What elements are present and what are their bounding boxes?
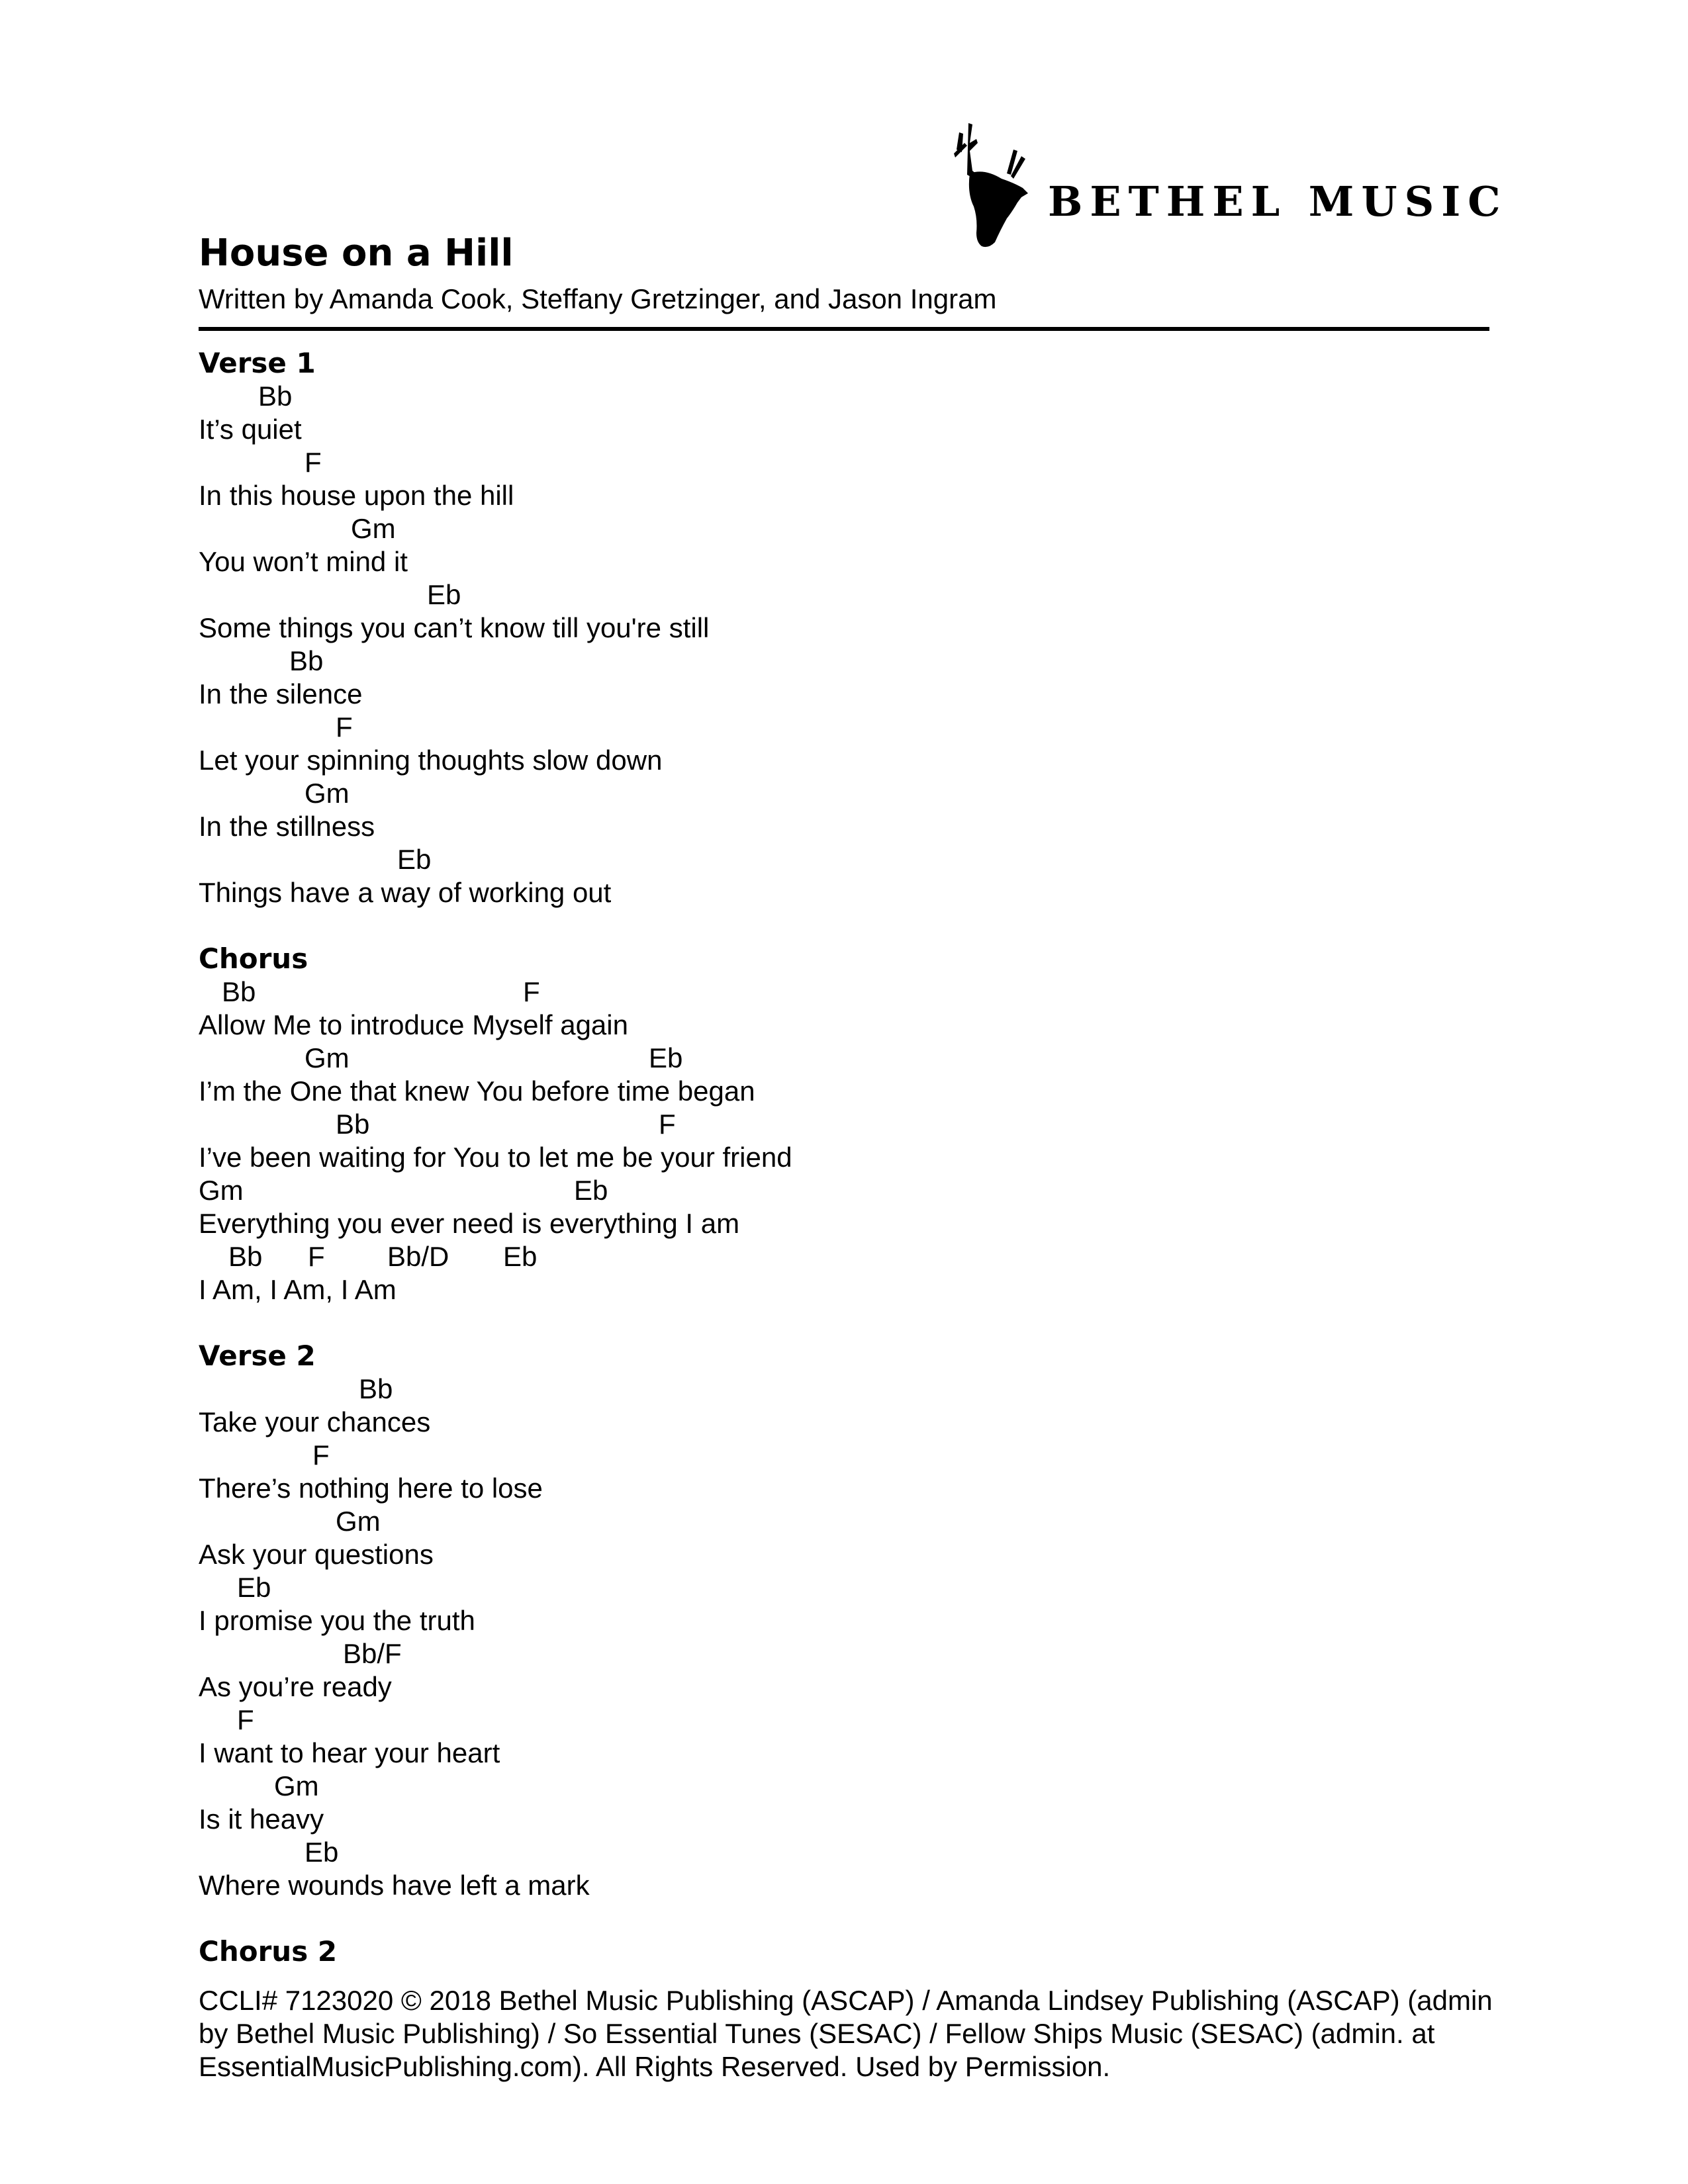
chord: Eb	[427, 579, 461, 610]
section-chorus	[199, 942, 1489, 1306]
lyric-line: I’m the One that knew You before time began	[199, 1075, 755, 1107]
chord: Bb	[289, 645, 324, 676]
chord-line	[199, 1571, 1489, 1604]
chord: F	[523, 976, 540, 1007]
chord: Bb/F	[343, 1638, 402, 1669]
lyric-line: In the silence	[199, 678, 363, 709]
lyric-line: Take your chances	[199, 1406, 431, 1437]
chord: F	[305, 447, 322, 478]
chord: Bb	[222, 976, 256, 1007]
section-verse-2	[199, 1340, 1489, 1902]
lyric-line: You won’t mind it	[199, 546, 408, 577]
bethel-music-logo	[950, 119, 1508, 251]
lyric-line: I want to hear your heart	[199, 1737, 500, 1768]
copyright-notice: CCLI# 7123020 © 2018 Bethel Music Publishing (ASCAP) / Amanda Lindsey Publishing (ASCAP) (admin by Bethel Music Publishing) / So Essential Tunes (SESAC) / Fellow Ships Music (SESAC) (admin. at EssentialMusicPublishing.com). All Rights Reserved. Used by Permission.	[199, 1985, 1493, 2082]
chord: Gm	[351, 513, 396, 544]
chord-line	[199, 1836, 1489, 1869]
chord: Eb	[305, 1837, 339, 1868]
chord-line	[199, 512, 1489, 545]
logo-text: BETHEL MUSIC	[1048, 177, 1508, 226]
chord: F	[336, 711, 353, 743]
deer-head-icon	[950, 119, 1043, 251]
song-body	[199, 347, 1489, 2001]
chord-line	[199, 645, 1489, 678]
chord: Eb	[649, 1042, 683, 1073]
header-divider	[199, 327, 1489, 331]
chord-line	[199, 1042, 1489, 1075]
chord-line	[199, 1174, 1489, 1207]
lyric-line: Allow Me to introduce Myself again	[199, 1009, 628, 1040]
chord: Eb	[574, 1175, 608, 1206]
section-heading: Verse 2	[199, 1340, 316, 1372]
chord-line	[199, 1240, 1489, 1273]
chord-line	[199, 1108, 1489, 1141]
chord: Gm	[305, 778, 350, 809]
chord: Bb	[336, 1109, 370, 1140]
section-heading: Verse 1	[199, 347, 316, 379]
lyric-line: I promise you the truth	[199, 1605, 475, 1636]
chord-line	[199, 1704, 1489, 1737]
lyric-line: Everything you ever need is everything I am	[199, 1208, 740, 1239]
lyric-line: There’s nothing here to lose	[199, 1473, 543, 1504]
chord: Bb/D	[387, 1241, 449, 1272]
lyric-line: I’ve been waiting for You to let me be your friend	[199, 1142, 792, 1173]
section-heading: Chorus	[199, 942, 308, 975]
chord: Gm	[336, 1506, 381, 1537]
chord-line	[199, 1637, 1489, 1670]
lyric-line: In this house upon the hill	[199, 480, 514, 511]
chord-line	[199, 1439, 1489, 1472]
lyric-line: In the stillness	[199, 811, 375, 842]
chord: F	[312, 1439, 330, 1471]
chord: Eb	[503, 1241, 538, 1272]
chord: Bb	[228, 1241, 263, 1272]
chord-line	[199, 380, 1489, 413]
chord-line	[199, 578, 1489, 612]
section-heading: Chorus 2	[199, 1935, 338, 1968]
chord: Gm	[305, 1042, 350, 1073]
song-credits: Written by Amanda Cook, Steffany Gretzinger, and Jason Ingram	[199, 283, 997, 314]
lyric-line: I Am, I Am, I Am	[199, 1274, 397, 1305]
chord-line	[199, 711, 1489, 744]
chord-line	[199, 446, 1489, 479]
chord-line	[199, 843, 1489, 876]
lyric-line: Is it heavy	[199, 1803, 324, 1835]
lyric-line: It’s quiet	[199, 414, 302, 445]
chord: Bb	[359, 1373, 393, 1404]
chord-line	[199, 777, 1489, 810]
chord: F	[237, 1704, 254, 1735]
section-verse-1	[199, 347, 1489, 909]
lyric-line: As you’re ready	[199, 1671, 392, 1702]
chord-line	[199, 1770, 1489, 1803]
chord: Bb	[258, 381, 293, 412]
chord-line	[199, 976, 1489, 1009]
chord: Eb	[397, 844, 432, 875]
chord: F	[308, 1241, 325, 1272]
chord: Eb	[237, 1572, 271, 1603]
lyric-line: Things have a way of working out	[199, 877, 612, 908]
chord-line	[199, 1505, 1489, 1538]
chord: F	[659, 1109, 676, 1140]
section-chorus-2	[199, 1935, 1489, 1968]
lyric-line: Ask your questions	[199, 1539, 434, 1570]
chord: Gm	[274, 1770, 319, 1801]
lyric-line: Some things you can’t know till you're still	[199, 612, 710, 643]
lyric-line: Let your spinning thoughts slow down	[199, 745, 663, 776]
song-title: House on a Hill	[199, 232, 514, 275]
chord: Gm	[199, 1175, 244, 1206]
lyric-line: Where wounds have left a mark	[199, 1870, 590, 1901]
chord-line	[199, 1373, 1489, 1406]
